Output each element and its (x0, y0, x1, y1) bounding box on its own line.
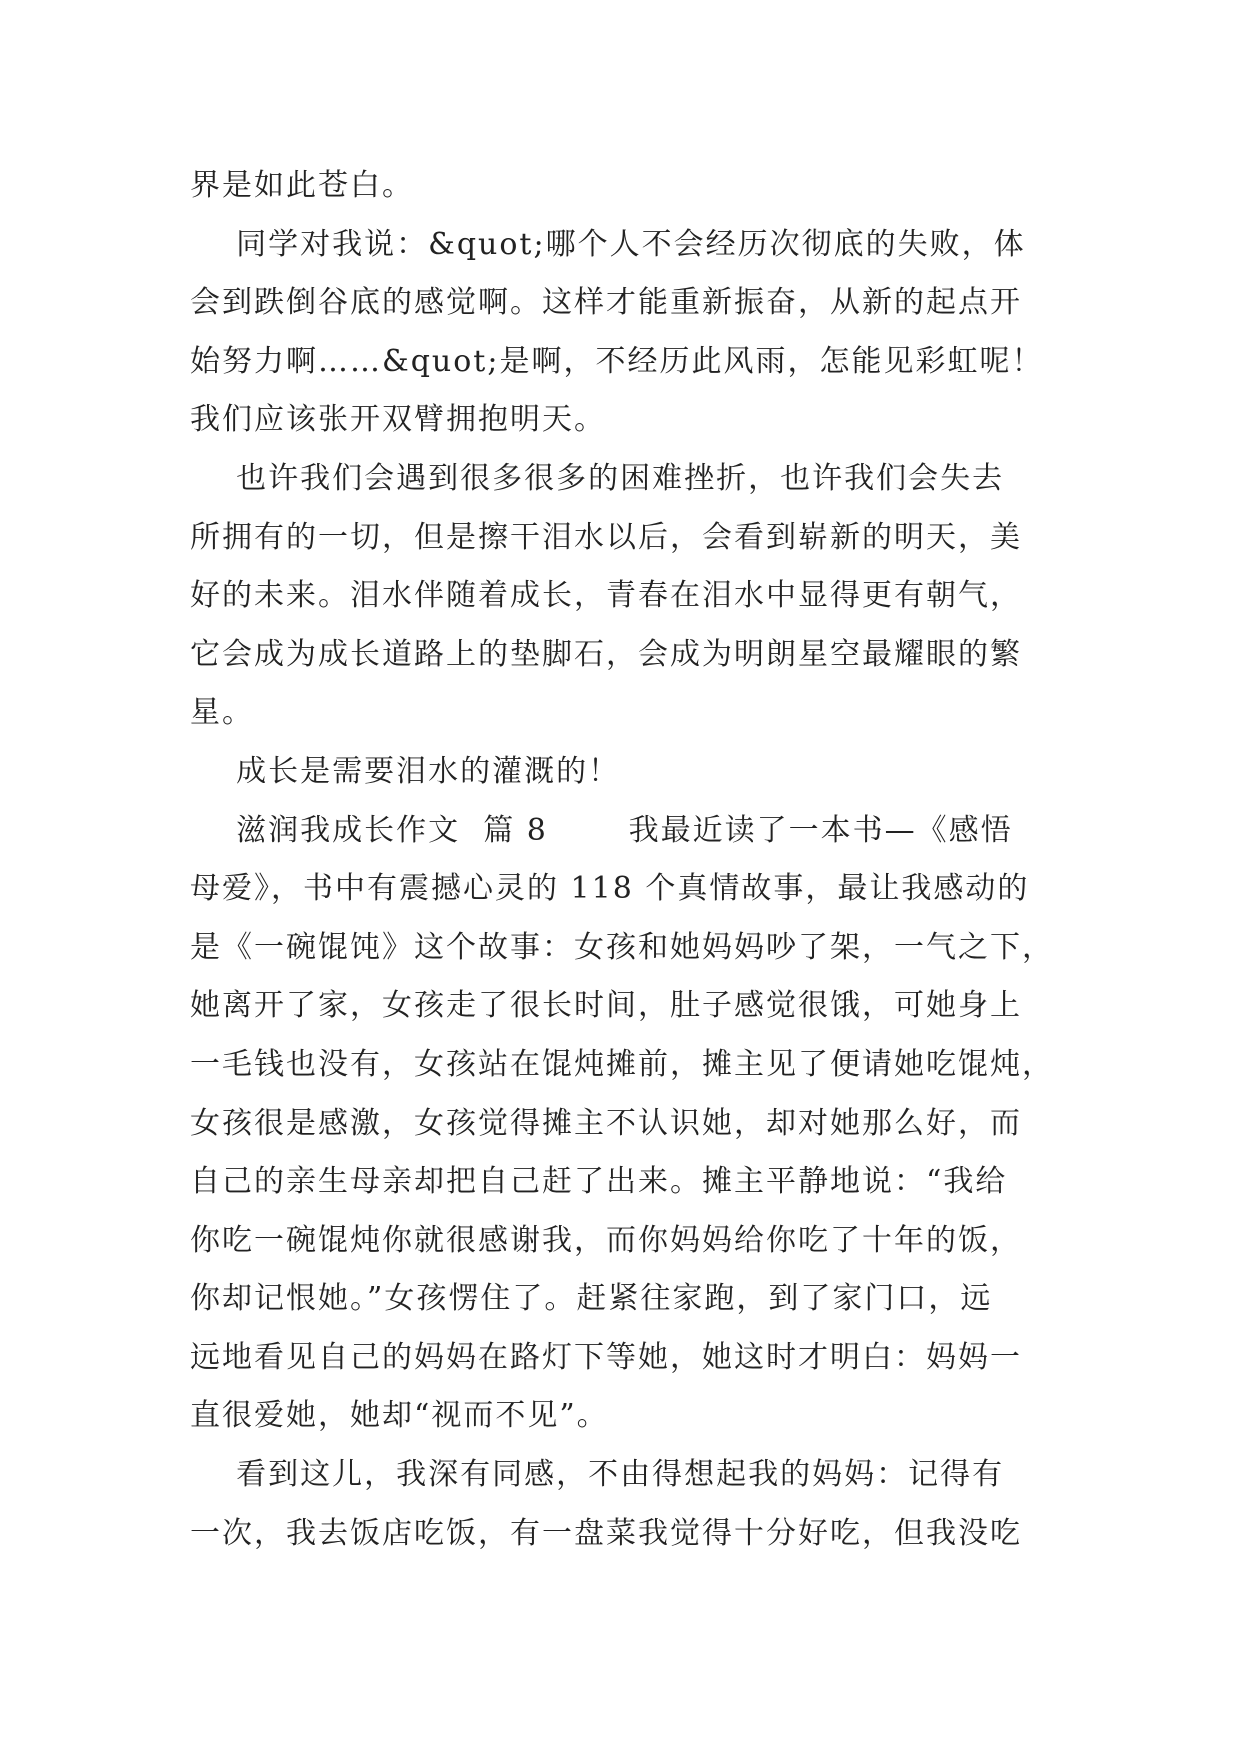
text-line: 远地看见自己的妈妈在路灯下等她，她这时才明白：妈妈一 (190, 1339, 1022, 1375)
text-line: 一毛钱也没有，女孩站在馄炖摊前，摊主见了便请她吃馄炖， (190, 1046, 1054, 1082)
text-line: 也许我们会遇到很多很多的困难挫折，也许我们会失去 (190, 460, 1005, 496)
text-line: 我们应该张开双臂拥抱明天。 (190, 402, 606, 438)
text-line: 滋润我成长作文 篇 8 我最近读了一本书—《感悟 (190, 812, 1013, 848)
text-line: 会到跌倒谷底的感觉啊。这样才能重新振奋，从新的起点开 (190, 285, 1022, 321)
text-line: 同学对我说：&quot;哪个人不会经历次彻底的失败，体 (190, 226, 1026, 262)
text-line: 女孩很是感激，女孩觉得摊主不认识她，却对她那么好，而 (190, 1105, 1022, 1141)
text-line: 星。 (190, 695, 254, 731)
text-line: 成长是需要泪水的灌溉的！ (190, 753, 621, 789)
text-line: 看到这儿，我深有同感，不由得想起我的妈妈：记得有 (190, 1457, 1005, 1493)
text-line: 你却记恨她。”女孩愣住了。赶紧往家跑，到了家门口，远 (190, 1281, 993, 1317)
text-line: 母爱》，书中有震撼心灵的 118 个真情故事，最让我感动的 (190, 871, 1030, 907)
text-line: 你吃一碗馄炖你就很感谢我，而你妈妈给你吃了十年的饭， (190, 1222, 1022, 1258)
text-line: 是《一碗馄饨》这个故事：女孩和她妈妈吵了架，一气之下， (190, 929, 1054, 965)
text-line: 自己的亲生母亲却把自己赶了出来。摊主平静地说：“我给 (190, 1164, 1008, 1200)
document-body (190, 157, 1060, 1563)
text-line: 一次，我去饭店吃饭，有一盘菜我觉得十分好吃，但我没吃 (190, 1515, 1022, 1551)
text-line: 始努力啊……&quot;是啊，不经历此风雨，怎能见彩虹呢！ (190, 343, 1044, 379)
text-line: 她离开了家，女孩走了很长时间，肚子感觉很饿，可她身上 (190, 988, 1022, 1024)
text-line: 直很爱她，她却“视而不见”。 (190, 1398, 609, 1434)
text-line: 界是如此苍白。 (190, 168, 414, 203)
text-line: 所拥有的一切，但是擦干泪水以后，会看到崭新的明天，美 (190, 519, 1022, 555)
text-line: 它会成为成长道路上的垫脚石，会成为明朗星空最耀眼的繁 (190, 636, 1022, 672)
text-line: 好的未来。泪水伴随着成长，青春在泪水中显得更有朝气， (190, 578, 1022, 614)
